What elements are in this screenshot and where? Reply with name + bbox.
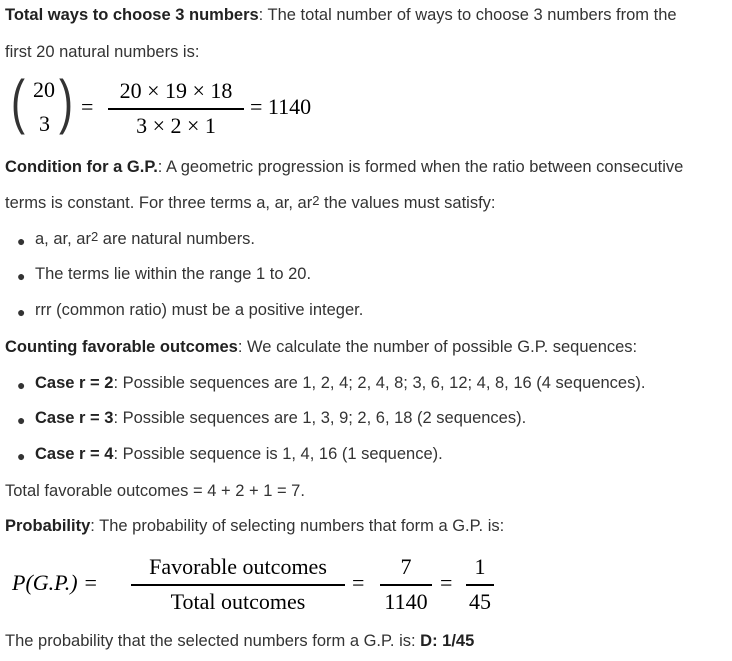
heading-gp-condition: Condition for a G.P. [5,158,158,176]
section-total-ways [5,6,677,25]
heading-favorable: Counting favorable outcomes [5,338,238,356]
text-total-ways-a: : The total number of ways to choose 3 numbers from the [258,6,677,24]
bullet-icon: ● [17,412,26,428]
list-item: a, ar, $ar^2$ are natural numbers. [35,229,256,248]
heading-probability: Probability [5,517,91,535]
bullet-icon: ● [17,268,26,284]
bullet-icon: ● [17,377,26,393]
total-favorable: Total favorable outcomes = 4 + 2 + 1 = 7. [5,482,305,500]
fraction-combinations [108,78,244,139]
section-probability: Probability: The probability of selecting numbers that form a G.P. is: [5,517,505,535]
section-favorable: Counting favorable outcomes: We calculate the number of possible G.P. sequences: [5,338,638,356]
final-answer-line: The probability that the selected numbers form a G.P. is: D: 1/45 [5,632,475,650]
bullet-icon: ● [17,304,26,320]
binom-bottom: 3 [39,111,50,136]
text-gp-condition-b: terms is constant. For three terms a, ar, $ar^2$ the values must satisfy: [5,193,496,212]
bullet-icon: ● [17,448,26,464]
binom-top: 20 [33,77,55,102]
equals-sign: = [81,94,94,119]
fraction-1-45: 1 45 [466,554,494,615]
fraction-7-1140: 7 1140 [380,554,432,615]
section-gp-condition: Condition for a G.P.: A geometric progression is formed when the ratio between consecutive [5,158,684,176]
text-total-ways-b: first 20 natural numbers is: [5,43,200,61]
list-item: rrr (common ratio) must be a positive integer. [35,301,364,319]
list-item: Case r = 3: Possible sequences are 1, 3, 9; 2, 6, 18 (2 sequences). [35,409,527,427]
list-item: The terms lie within the range 1 to 20. [35,265,312,283]
equals-sign: = [440,570,453,595]
heading-total-ways: Total ways to choose 3 numbers [5,6,259,24]
list-item: Case r = 4: Possible sequence is 1, 4, 16 (1 sequence). [35,445,443,463]
probability-lhs: P(G.P.) = [12,570,98,595]
final-answer: D: 1/45 [420,632,475,650]
result-1140: = 1140 [250,94,312,119]
fraction-numerator: 20 × 19 × 18 [119,78,233,103]
fraction-outcomes: Favorable outcomes Total outcomes [131,554,345,615]
fraction-denominator: 3 × 2 × 1 [136,112,216,138]
bullet-icon: ● [17,233,26,249]
equals-sign: = [352,570,365,595]
list-item: Case r = 2: Possible sequences are 1, 2, 4; 2, 4, 8; 3, 6, 12; 4, 8, 16 (4 sequences). [35,374,646,392]
